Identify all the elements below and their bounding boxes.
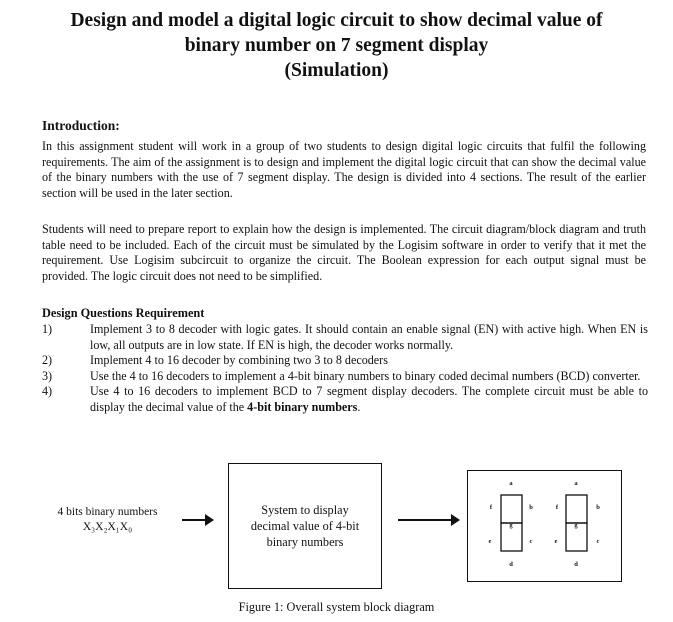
requirements-list (42, 322, 648, 416)
segment-label-a: a (509, 480, 513, 487)
segment-label-b: b (596, 504, 600, 511)
introduction-paragraph-1: In this assignment student will work in a group of two students to design digital logic circuits that fulfil the following requirements. The aim of the assignment is to design and implement the digital logic circuit that can show the decimal value of the binary numbers with the use of 7 segment display. The design is divided into 4 sections. The result of the earlier section will be used in the later section. (42, 139, 646, 200)
output-arrow-icon (398, 519, 458, 521)
requirement-text (90, 384, 648, 415)
segment-label-d: d (574, 561, 578, 568)
segment-label-a: a (574, 480, 578, 487)
segment-label-c: c (529, 538, 533, 545)
requirement-text-main: Use 4 to 16 decoders to implement BCD to 7 segment display decoders. The complete circuit must be able to display the decimal value of the (90, 384, 648, 414)
title-line-1: Design and model a digital logic circuit to show decimal value of (70, 10, 603, 31)
requirements-heading: Design Questions Requirement (42, 306, 205, 320)
seven-segment-display (467, 470, 622, 582)
input-label-text: 4 bits binary numbers (57, 506, 158, 518)
system-box (228, 463, 382, 589)
requirement-item-1 (42, 322, 648, 353)
introduction-heading: Introduction: (42, 118, 120, 133)
requirement-number: 1) (42, 322, 53, 336)
block-diagram (0, 455, 673, 622)
seven-segment-digits-icon (468, 471, 623, 583)
title-line-3: (Simulation) (284, 60, 389, 81)
segment-label-g: g (509, 522, 513, 529)
introduction-paragraph-2: Students will need to prepare report to explain how the design is implemented. The circuit diagram/block diagram and truth table need to be included. Each of the circuit must be simulated by the Logisim software in order to verify that it met the requirement. Use Logisim subcircuit to organize the circuit. The Boolean expression for each output signal must be provided. The logic circuit does not need to be simplified. (42, 222, 646, 283)
segment-label-d: d (509, 561, 513, 568)
document-title (20, 8, 653, 83)
segment-label-g: g (574, 522, 578, 529)
requirement-text: Use the 4 to 16 decoders to implement a 4-bit binary numbers to binary coded decimal numbers (BCD) converter. (90, 368, 641, 383)
requirement-item-3 (42, 369, 648, 385)
requirement-number: 3) (42, 368, 53, 383)
figure-caption: Figure 1: Overall system block diagram (238, 600, 435, 614)
segment-label-e: e (554, 538, 558, 545)
requirement-item-4 (42, 384, 648, 415)
requirement-number: 2) (42, 353, 53, 368)
requirement-item-2 (42, 353, 648, 369)
system-box-line-3: binary numbers (266, 535, 344, 549)
segment-label-f: f (489, 504, 493, 511)
input-label (40, 505, 175, 535)
segment-label-c: c (596, 538, 600, 545)
segment-label-f: f (555, 504, 559, 511)
requirement-number: 4) (42, 384, 53, 399)
input-variables: X₃X₂X₁X₀ (82, 521, 133, 533)
title-line-2: binary number on 7 segment display (184, 35, 489, 56)
requirement-text: Implement 3 to 8 decoder with logic gates. It should contain an enable signal (EN) with active high. When EN is low, all outputs are in low state. If EN is high, the decoder works normally. (90, 322, 648, 352)
segment-label-e: e (488, 538, 492, 545)
requirement-text: Implement 4 to 16 decoder by combining two 3 to 8 decoders (90, 353, 388, 368)
requirement-text-tail: . (357, 399, 361, 414)
system-box-line-1: System to display (261, 503, 349, 517)
requirement-text-bold: 4-bit binary numbers (247, 399, 358, 414)
segment-label-b: b (529, 504, 533, 511)
input-arrow-icon (182, 519, 212, 521)
system-box-line-2: decimal value of 4-bit (250, 519, 360, 533)
